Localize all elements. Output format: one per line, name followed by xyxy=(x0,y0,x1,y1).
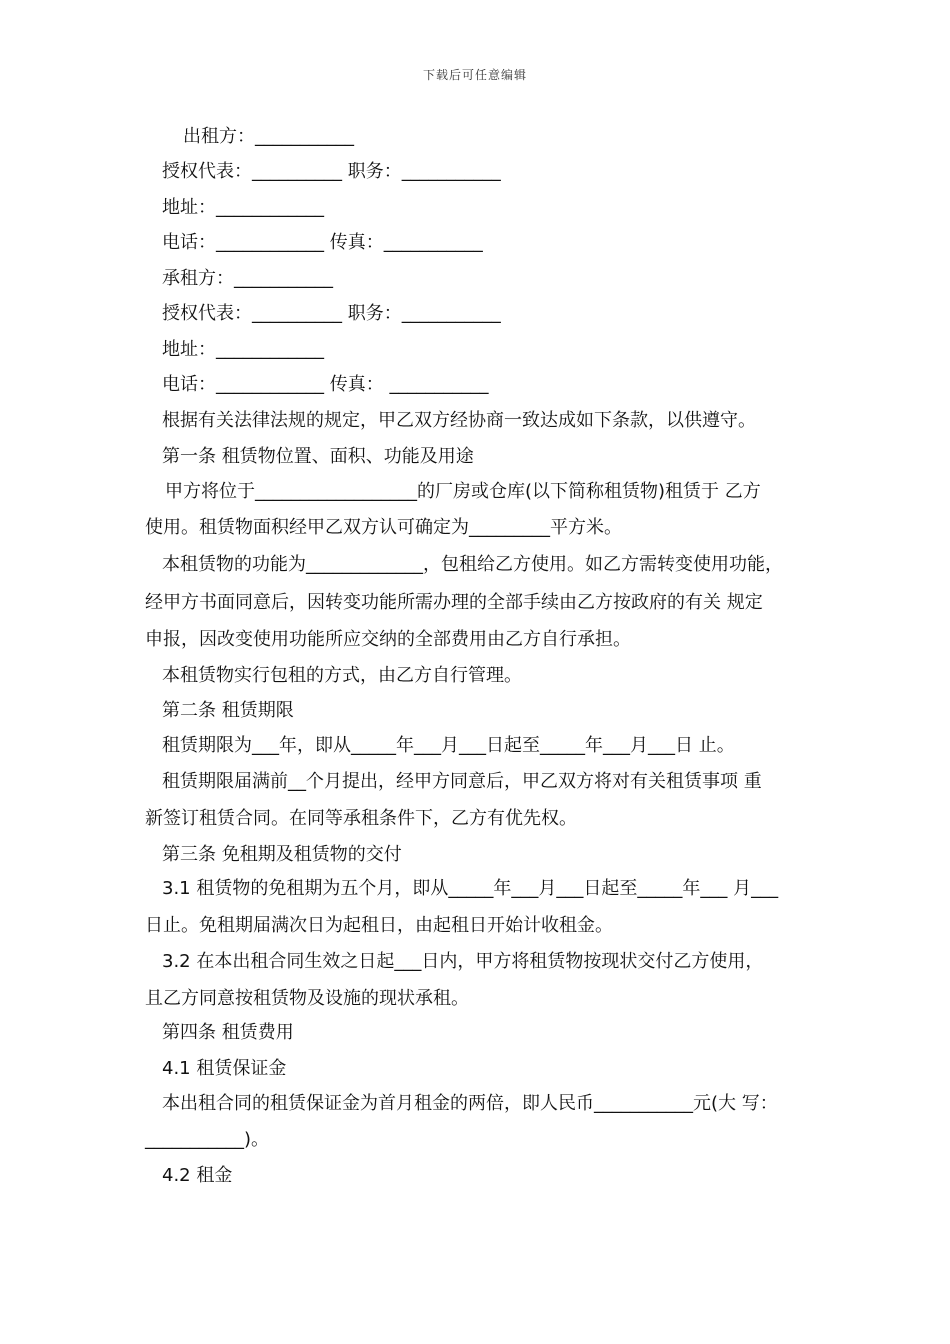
clause-3-1-line-1: 3.1 租赁物的免租期为五个月，即从_____年___月___日起至_____年___ 月___ xyxy=(162,878,779,899)
preamble-text: 根据有关法律法规的规定，甲乙双方经协商一致达成如下条款，以供遵守。 xyxy=(162,410,756,431)
article-1-heading: 第一条 租赁物位置、面积、功能及用途 xyxy=(162,446,474,467)
clause-4-1-para-line-2: ___________)。 xyxy=(145,1129,270,1150)
lessee-phone-fax-line: 电话：____________ 传真： ___________ xyxy=(162,374,489,395)
article-1-para-2-line-1: 本租赁物的功能为_____________，包租给乙方使用。如乙方需转变使用功能， xyxy=(162,554,783,575)
clause-4-1-para-line-1: 本出租合同的租赁保证金为首月租金的两倍，即人民币___________元(大 写： xyxy=(162,1093,778,1114)
article-1-para-2-line-2: 经甲方书面同意后，因转变功能所需办理的全部手续由乙方按政府的有关 规定 xyxy=(145,592,763,613)
clause-4-1-heading: 4.1 租赁保证金 xyxy=(162,1058,287,1079)
lessee-line: 承租方：___________ xyxy=(162,268,333,289)
article-2-heading: 第二条 租赁期限 xyxy=(162,700,294,721)
article-1-para-1-line-2: 使用。租赁物面积经甲乙双方认可确定为_________平方米。 xyxy=(145,517,622,538)
article-1-para-3: 本租赁物实行包租的方式，由乙方自行管理。 xyxy=(162,665,522,686)
article-2-para-2-line-1: 租赁期限届满前__个月提出，经甲方同意后，甲乙双方将对有关租赁事项 重 xyxy=(162,771,762,792)
article-3-heading: 第三条 免租期及租赁物的交付 xyxy=(162,844,402,865)
lessor-address-line: 地址：____________ xyxy=(162,197,324,218)
article-1-para-1-line-1: 甲方将位于__________________的厂房或仓库(以下简称租赁物)租赁于 乙方 xyxy=(165,481,761,502)
article-2-para-2-line-2: 新签订租赁合同。在同等承租条件下，乙方有优先权。 xyxy=(145,808,577,829)
lessor-line: 出租方：___________ xyxy=(183,126,354,147)
clause-3-2-line-1: 3.2 在本出租合同生效之日起___日内，甲方将租赁物按现状交付乙方使用， xyxy=(162,951,764,972)
clause-4-2-heading: 4.2 租金 xyxy=(162,1165,233,1186)
article-2-para-1: 租赁期限为___年，即从_____年___月___日起至_____年___月___日 止。 xyxy=(162,735,735,756)
article-1-para-2-line-3: 申报，因改变使用功能所应交纳的全部费用由乙方自行承担。 xyxy=(145,629,631,650)
lessor-phone-fax-line: 电话：____________ 传真：___________ xyxy=(162,232,483,253)
page-header-note: 下载后可任意编辑 xyxy=(422,68,527,82)
article-4-heading: 第四条 租赁费用 xyxy=(162,1022,294,1043)
lessor-representative-line: 授权代表：__________ 职务：___________ xyxy=(162,161,501,182)
lessee-representative-line: 授权代表：__________ 职务：___________ xyxy=(162,303,501,324)
lessee-address-line: 地址：____________ xyxy=(162,339,324,360)
clause-3-1-line-2: 日止。免租期届满次日为起租日，由起租日开始计收租金。 xyxy=(145,915,613,936)
clause-3-2-line-2: 且乙方同意按租赁物及设施的现状承租。 xyxy=(145,988,469,1009)
